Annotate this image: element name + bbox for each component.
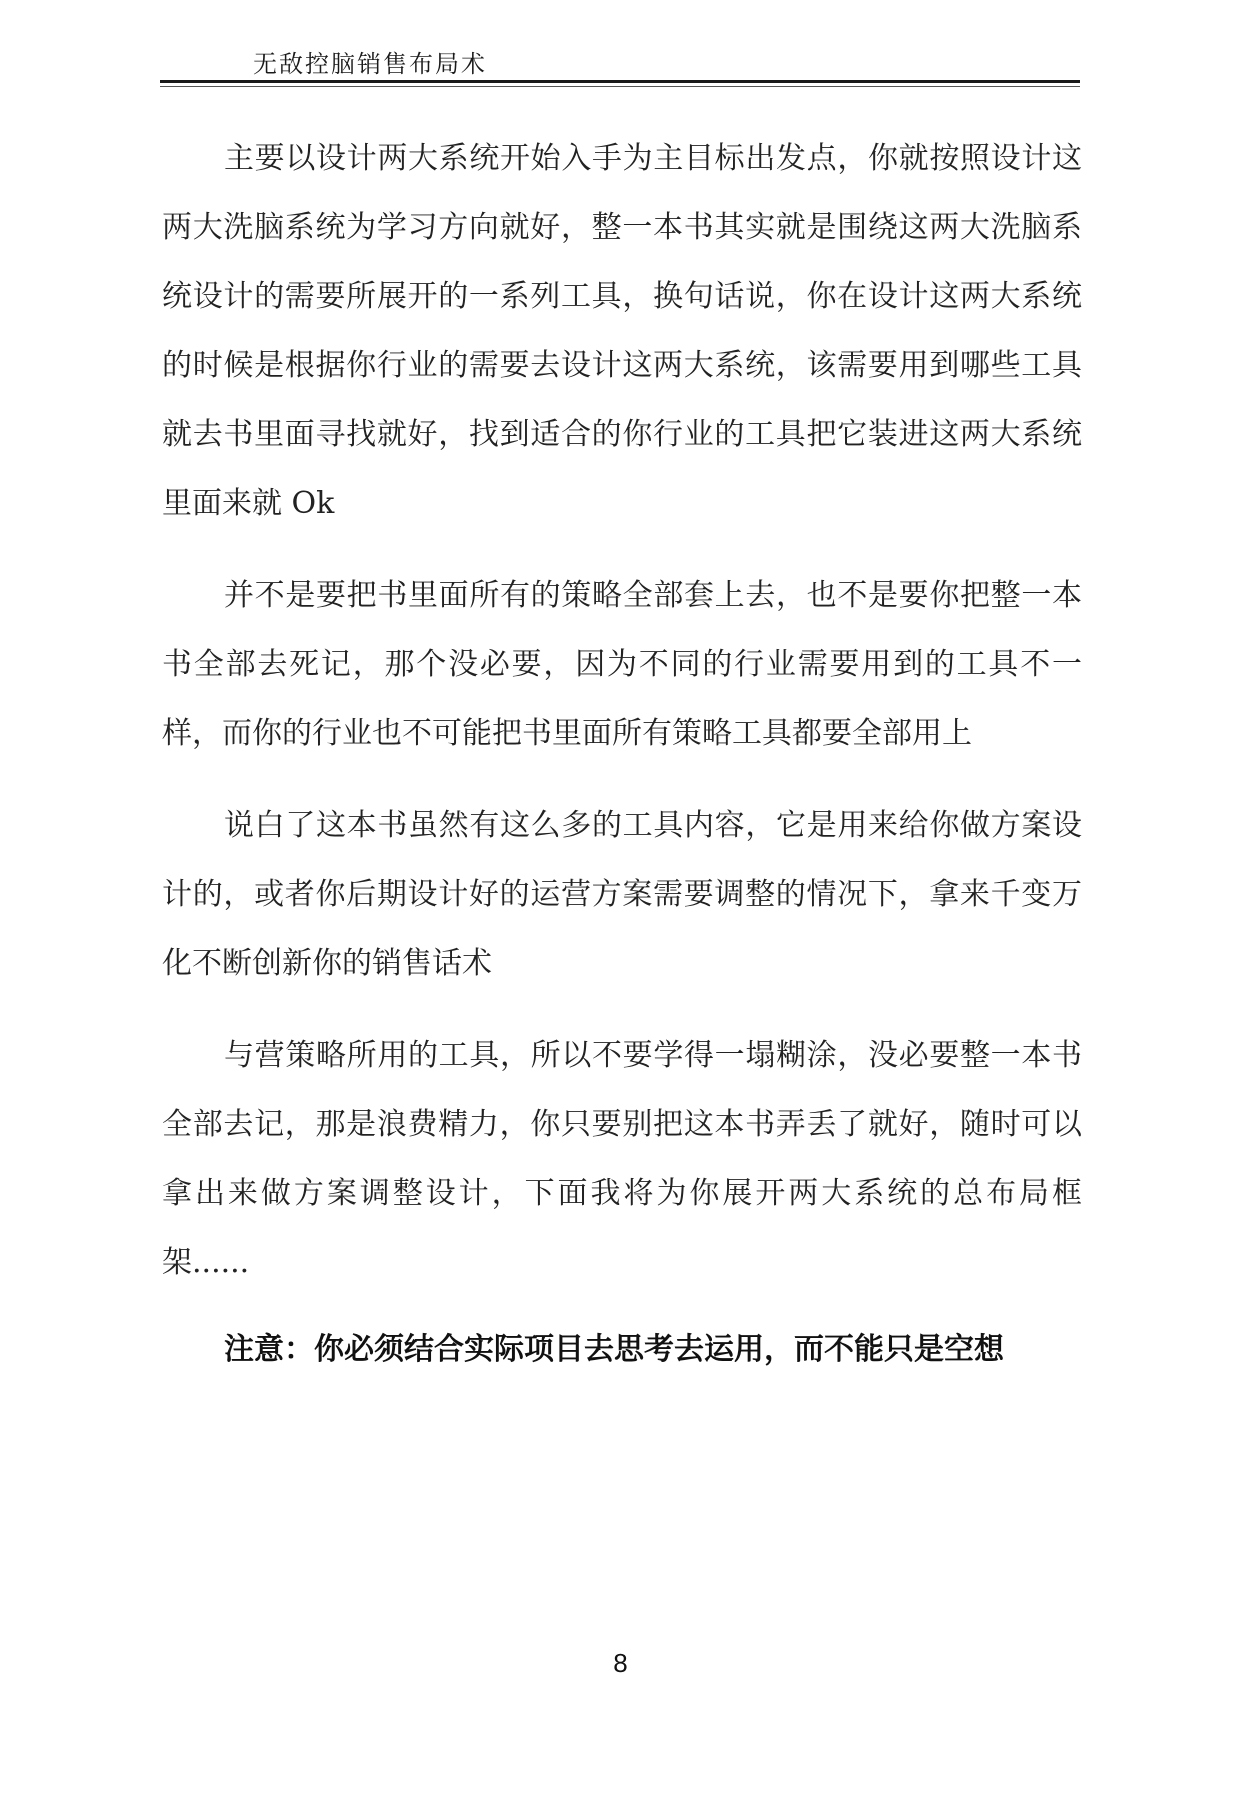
- running-header: 无敌控脑销售布局术: [253, 50, 487, 78]
- paragraph-3: 说白了这本书虽然有这么多的工具内容，它是用来给你做方案设计的，或者你后期设计好的运营方案需要调整的情况下，拿来千变万化不断创新你的销售话术: [162, 808, 1082, 981]
- body-text: [162, 124, 1082, 1384]
- bold-note: 注意：你必须结合实际项目去思考去运用，而不能只是空想: [224, 1332, 1004, 1367]
- header-rule: [160, 80, 1080, 83]
- page-number: 8: [613, 1648, 628, 1678]
- paragraph-2: 并不是要把书里面所有的策略全部套上去，也不是要你把整一本书全部去死记，那个没必要，因为不同的行业需要用到的工具不一样，而你的行业也不可能把书里面所有策略工具都要全部用上: [162, 578, 1082, 751]
- header-rule-thin: [160, 86, 1080, 87]
- paragraph-4: 与营策略所用的工具，所以不要学得一塌糊涂，没必要整一本书全部去记，那是浪费精力，你只要别把这本书弄丢了就好，随时可以拿出来做方案调整设计，下面我将为你展开两大系统的总布局框架......: [162, 1038, 1082, 1280]
- paragraph-1: 主要以设计两大系统开始入手为主目标出发点，你就按照设计这两大洗脑系统为学习方向就好，整一本书其实就是围绕这两大洗脑系统设计的需要所展开的一系列工具，换句话说，你在设计这两大系统的时候是根据你行业的需要去设计这两大系统，该需要用到哪些工具就去书里面寻找就好，找到适合的你行业的工具把它装进这两大系统里面来就 Ok: [162, 141, 1082, 521]
